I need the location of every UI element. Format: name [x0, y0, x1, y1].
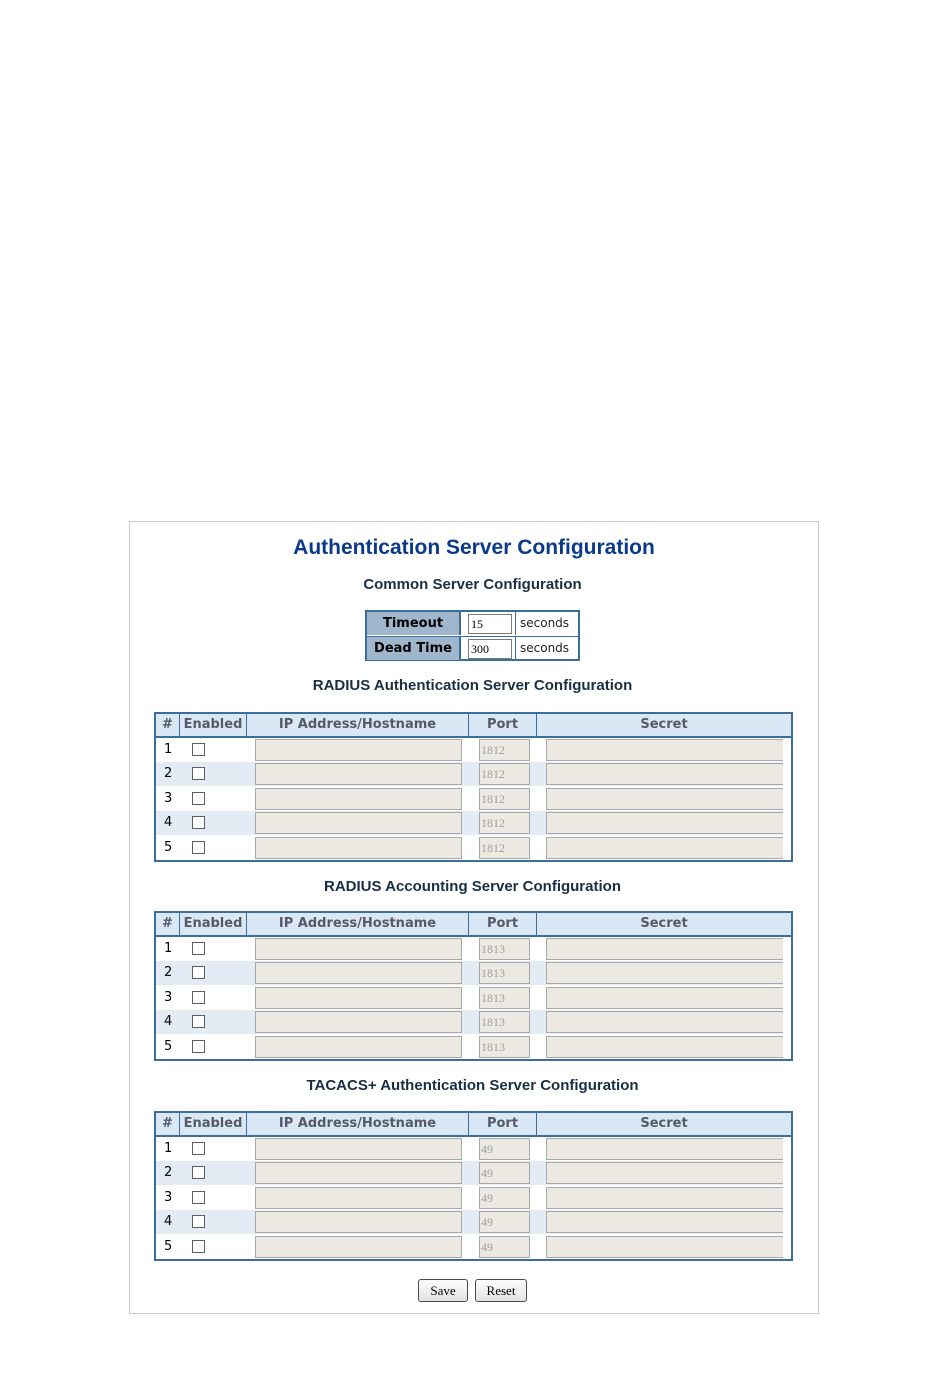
deadtime-input[interactable]: 300: [468, 639, 512, 659]
table-header: [156, 714, 791, 738]
row-edge: [783, 836, 791, 860]
enabled-checkbox[interactable]: [192, 841, 205, 854]
column-divider: [246, 913, 247, 935]
secret-input[interactable]: [546, 962, 784, 984]
ip-address-input[interactable]: [255, 837, 462, 859]
ip-address-input[interactable]: [255, 962, 462, 984]
column-divider: [468, 913, 469, 935]
secret-input[interactable]: [546, 837, 784, 859]
radius-auth-table: [154, 712, 793, 862]
port-input[interactable]: 1812: [479, 788, 530, 810]
secret-input[interactable]: [546, 1211, 784, 1233]
enabled-checkbox[interactable]: [192, 816, 205, 829]
row-number: 2: [164, 766, 173, 782]
column-header-port: Port: [486, 717, 519, 732]
ip-address-input[interactable]: [255, 1211, 462, 1233]
port-input[interactable]: 1812: [479, 837, 530, 859]
deadtime-unit: seconds: [515, 637, 577, 660]
table-row: [156, 1186, 791, 1210]
port-input[interactable]: 1813: [479, 938, 530, 960]
table-row: [156, 986, 791, 1010]
column-header-enabled: Enabled: [183, 916, 243, 931]
table-row: [156, 1235, 791, 1259]
row-edge: [783, 937, 791, 961]
ip-address-input[interactable]: [255, 938, 462, 960]
table-row: [156, 836, 791, 860]
row-edge: [783, 738, 791, 762]
port-input[interactable]: 49: [479, 1187, 530, 1209]
column-header-ip: IP Address/Hostname: [278, 1116, 437, 1131]
row-number: 1: [164, 1141, 173, 1156]
row-number: 4: [164, 1014, 173, 1030]
table-row: [156, 1137, 791, 1161]
column-header-secret: Secret: [640, 916, 688, 931]
row-edge: [783, 762, 791, 786]
ip-address-input[interactable]: [255, 1187, 462, 1209]
row-number: 5: [164, 839, 173, 855]
column-header-num: #: [162, 916, 173, 931]
row-number: 1: [164, 941, 173, 956]
enabled-checkbox[interactable]: [192, 991, 205, 1004]
secret-input[interactable]: [546, 1236, 784, 1258]
port-input[interactable]: 49: [479, 1162, 530, 1184]
secret-input[interactable]: [546, 788, 784, 810]
column-header-ip: IP Address/Hostname: [278, 717, 437, 732]
row-edge: [783, 1186, 791, 1210]
row-edge: [783, 1161, 791, 1185]
save-button[interactable]: Save: [418, 1279, 468, 1302]
port-input[interactable]: 1812: [479, 739, 530, 761]
table-row: [156, 787, 791, 811]
page-title: Authentication Server Configuration: [293, 536, 655, 559]
column-header-enabled: Enabled: [183, 717, 243, 732]
row-number: 3: [164, 1189, 173, 1205]
ip-address-input[interactable]: [255, 763, 462, 785]
row-edge: [783, 1137, 791, 1161]
column-divider: [246, 714, 247, 736]
enabled-checkbox[interactable]: [192, 1240, 205, 1253]
table-row: [156, 1161, 791, 1185]
ip-address-input[interactable]: [255, 1162, 462, 1184]
column-header-ip: IP Address/Hostname: [278, 916, 437, 931]
ip-address-input[interactable]: [255, 739, 462, 761]
reset-button[interactable]: Reset: [475, 1279, 527, 1302]
row-number: 4: [164, 1214, 173, 1230]
enabled-checkbox[interactable]: [192, 966, 205, 979]
column-header-num: #: [162, 717, 173, 732]
port-input[interactable]: 49: [479, 1236, 530, 1258]
enabled-checkbox[interactable]: [192, 743, 205, 756]
row-number: 5: [164, 1038, 173, 1054]
common-section-title: Common Server Configuration: [363, 576, 582, 593]
table-header: [156, 1113, 791, 1137]
row-number: 2: [164, 1165, 173, 1181]
row-edge: [783, 1210, 791, 1234]
timeout-unit: seconds: [515, 612, 577, 635]
row-number: 1: [164, 742, 173, 757]
table-row: [156, 961, 791, 985]
ip-address-input[interactable]: [255, 1011, 462, 1033]
secret-input[interactable]: [546, 1162, 784, 1184]
column-header-secret: Secret: [640, 717, 688, 732]
ip-address-input[interactable]: [255, 987, 462, 1009]
column-header-enabled: Enabled: [183, 1116, 243, 1131]
column-divider: [536, 913, 537, 935]
column-divider: [536, 1113, 537, 1135]
row-edge: [783, 811, 791, 835]
port-input[interactable]: 49: [479, 1211, 530, 1233]
radius-auth-title: RADIUS Authentication Server Configuration: [312, 677, 633, 694]
secret-input[interactable]: [546, 1138, 784, 1160]
column-divider: [246, 1113, 247, 1135]
port-input[interactable]: 1812: [479, 763, 530, 785]
secret-input[interactable]: [546, 938, 784, 960]
secret-input[interactable]: [546, 1187, 784, 1209]
secret-input[interactable]: [546, 987, 784, 1009]
column-header-port: Port: [486, 1116, 519, 1131]
column-divider: [179, 913, 180, 935]
port-input[interactable]: 49: [479, 1138, 530, 1160]
row-number: 3: [164, 790, 173, 806]
column-divider: [536, 714, 537, 736]
timeout-label: Timeout: [367, 612, 461, 635]
table-header: [156, 913, 791, 937]
enabled-checkbox[interactable]: [192, 1142, 205, 1155]
column-header-secret: Secret: [640, 1116, 688, 1131]
port-input[interactable]: 1813: [479, 1036, 530, 1058]
ip-address-input[interactable]: [255, 1236, 462, 1258]
table-row: [156, 762, 791, 786]
secret-input[interactable]: [546, 812, 784, 834]
ip-address-input[interactable]: [255, 1138, 462, 1160]
row-number: 3: [164, 989, 173, 1005]
secret-input[interactable]: [546, 739, 784, 761]
enabled-checkbox[interactable]: [192, 1215, 205, 1228]
ip-address-input[interactable]: [255, 788, 462, 810]
enabled-checkbox[interactable]: [192, 767, 205, 780]
row-edge: [783, 1035, 791, 1059]
column-header-num: #: [162, 1116, 173, 1131]
secret-input[interactable]: [546, 1011, 784, 1033]
column-divider: [468, 1113, 469, 1135]
tacacs-auth-title: TACACS+ Authentication Server Configuration: [306, 1077, 639, 1094]
secret-input[interactable]: [546, 1036, 784, 1058]
port-input[interactable]: 1813: [479, 962, 530, 984]
enabled-checkbox[interactable]: [192, 1166, 205, 1179]
table-row: [156, 937, 791, 961]
column-divider: [179, 1113, 180, 1135]
table-row: [156, 1010, 791, 1034]
port-input[interactable]: 1813: [479, 1011, 530, 1033]
secret-input[interactable]: [546, 763, 784, 785]
timeout-row: [367, 612, 578, 636]
common-server-table: [365, 610, 580, 661]
row-number: 5: [164, 1238, 173, 1254]
row-edge: [783, 986, 791, 1010]
row-edge: [783, 961, 791, 985]
ip-address-input[interactable]: [255, 812, 462, 834]
enabled-checkbox[interactable]: [192, 1191, 205, 1204]
timeout-input[interactable]: 15: [468, 614, 512, 634]
radius-acct-title: RADIUS Accounting Server Configuration: [324, 878, 621, 895]
row-edge: [783, 1010, 791, 1034]
radius-acct-table: [154, 911, 793, 1061]
column-header-port: Port: [486, 916, 519, 931]
row-number: 4: [164, 815, 173, 831]
table-row: [156, 738, 791, 762]
ip-address-input[interactable]: [255, 1036, 462, 1058]
enabled-checkbox[interactable]: [192, 792, 205, 805]
tacacs-auth-table: [154, 1111, 793, 1261]
deadtime-label: Dead Time: [367, 637, 461, 660]
row-edge: [783, 1235, 791, 1259]
port-input[interactable]: 1813: [479, 987, 530, 1009]
column-divider: [179, 714, 180, 736]
port-input[interactable]: 1812: [479, 812, 530, 834]
enabled-checkbox[interactable]: [192, 1015, 205, 1028]
enabled-checkbox[interactable]: [192, 942, 205, 955]
column-divider: [468, 714, 469, 736]
enabled-checkbox[interactable]: [192, 1040, 205, 1053]
table-row: [156, 811, 791, 835]
row-edge: [783, 787, 791, 811]
table-row: [156, 1035, 791, 1059]
row-number: 2: [164, 965, 173, 981]
table-row: [156, 1210, 791, 1234]
deadtime-row: [367, 637, 578, 661]
